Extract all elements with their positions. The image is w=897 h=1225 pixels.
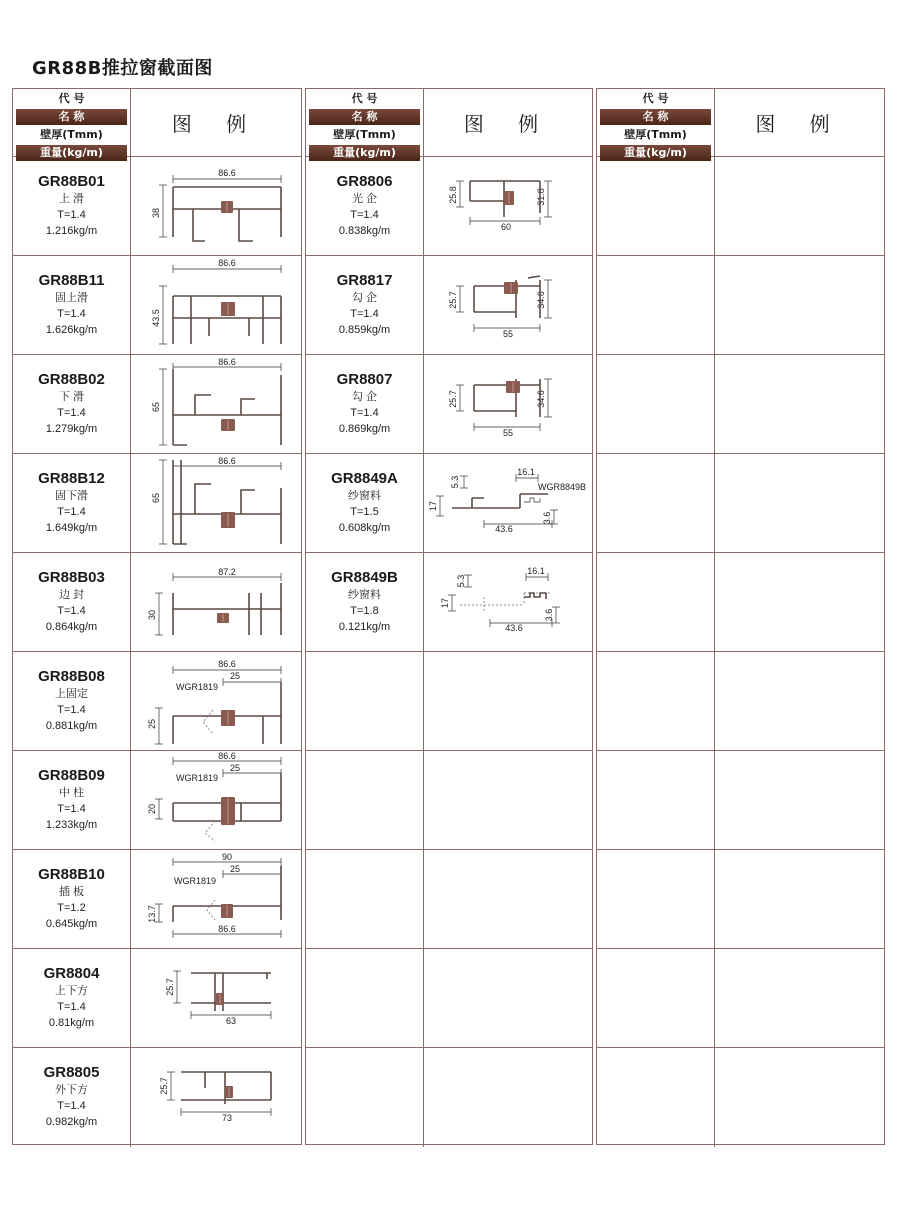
profile-table-3 bbox=[596, 88, 885, 1145]
profile-code: GR8804 bbox=[43, 965, 100, 982]
profile-code: GR8805 bbox=[43, 1064, 100, 1081]
dimension-label: 86.6 bbox=[218, 168, 236, 178]
dimension-label: 86.6 bbox=[218, 751, 236, 761]
profile-info bbox=[597, 256, 715, 354]
wall-thickness: T=1.4 bbox=[57, 803, 86, 815]
dimension-label: 31.8 bbox=[536, 188, 546, 206]
table-row bbox=[597, 157, 884, 256]
part-label: WGR1819 bbox=[175, 773, 219, 783]
header-name: 名 称 bbox=[309, 109, 420, 125]
dimension-label: 25.7 bbox=[159, 1077, 169, 1095]
profile-info bbox=[306, 751, 424, 849]
table-row bbox=[597, 949, 884, 1048]
dimension-label: 5.3 bbox=[456, 574, 466, 588]
profile-figure bbox=[424, 652, 592, 750]
dimension-label: 25 bbox=[229, 864, 241, 874]
profile-info bbox=[597, 751, 715, 849]
profile-figure bbox=[131, 949, 301, 1047]
profile-code: GR8806 bbox=[336, 173, 393, 190]
profile-info bbox=[13, 553, 131, 651]
profile-info bbox=[597, 850, 715, 948]
dimension-label: 43.5 bbox=[151, 309, 161, 327]
unit-weight: 1.216kg/m bbox=[45, 225, 98, 237]
wall-thickness: T=1.4 bbox=[350, 209, 379, 221]
wall-thickness: T=1.4 bbox=[350, 407, 379, 419]
profile-figure bbox=[715, 256, 884, 354]
dimension-label: 25 bbox=[229, 671, 241, 681]
dimension-label: 34.6 bbox=[536, 291, 546, 309]
profile-info bbox=[306, 454, 424, 552]
dimension-label: 87.2 bbox=[218, 567, 236, 577]
dimension-label: 25.7 bbox=[165, 978, 175, 996]
profile-name: 光 企 bbox=[351, 193, 378, 205]
dimension-label: 16.1 bbox=[527, 566, 545, 576]
profile-figure bbox=[424, 355, 592, 453]
profile-info bbox=[13, 355, 131, 453]
profile-figure bbox=[715, 652, 884, 750]
section-drawing bbox=[131, 652, 301, 750]
wall-thickness: T=1.4 bbox=[57, 704, 86, 716]
header-weight: 重量(kg/m) bbox=[600, 145, 711, 161]
dimension-label: 3.6 bbox=[542, 511, 552, 525]
profile-code: GR88B09 bbox=[38, 767, 105, 784]
profile-info bbox=[306, 850, 424, 948]
profile-name: 上固定 bbox=[55, 688, 88, 700]
profile-shape bbox=[173, 369, 281, 445]
profile-figure bbox=[715, 949, 884, 1047]
profile-info bbox=[306, 949, 424, 1047]
profile-info bbox=[597, 157, 715, 255]
table-row bbox=[13, 1048, 301, 1147]
profile-figure bbox=[424, 256, 592, 354]
unit-weight: 0.608kg/m bbox=[338, 522, 391, 534]
table-row bbox=[306, 454, 592, 553]
profile-info bbox=[306, 553, 424, 651]
profile-figure bbox=[131, 850, 301, 948]
dimension-label: 38 bbox=[151, 207, 161, 219]
dimension-label: 25.7 bbox=[448, 291, 458, 309]
part-label: WGR1819 bbox=[175, 682, 219, 692]
profile-table-1 bbox=[12, 88, 302, 1145]
dimension-label: 55 bbox=[502, 329, 514, 339]
profile-figure bbox=[131, 652, 301, 750]
profile-figure bbox=[715, 355, 884, 453]
section-drawing bbox=[131, 157, 301, 255]
profile-shape bbox=[191, 973, 271, 1011]
profile-figure bbox=[131, 454, 301, 552]
table-row bbox=[597, 355, 884, 454]
section-drawing bbox=[131, 850, 301, 948]
profile-info bbox=[13, 256, 131, 354]
wall-thickness: T=1.4 bbox=[57, 1001, 86, 1013]
table-row bbox=[597, 553, 884, 652]
unit-weight: 1.279kg/m bbox=[45, 423, 98, 435]
section-drawing bbox=[131, 553, 301, 651]
profile-shape bbox=[209, 318, 249, 336]
wall-thickness: T=1.2 bbox=[57, 902, 86, 914]
profile-figure bbox=[715, 553, 884, 651]
table-row bbox=[306, 553, 592, 652]
profile-name: 上下方 bbox=[55, 985, 88, 997]
table-row bbox=[13, 157, 301, 256]
profile-name: 纱窗料 bbox=[348, 589, 381, 601]
table-row bbox=[306, 751, 592, 850]
section-drawing bbox=[131, 454, 301, 552]
profile-code: GR88B08 bbox=[38, 668, 105, 685]
profile-info bbox=[306, 1048, 424, 1147]
profile-info bbox=[597, 652, 715, 750]
unit-weight: 0.121kg/m bbox=[338, 621, 391, 633]
dimension-label: 43.6 bbox=[495, 524, 513, 534]
profile-info bbox=[306, 652, 424, 750]
section-drawing bbox=[131, 1048, 301, 1146]
dimension-label: 86.6 bbox=[218, 357, 236, 367]
header-name: 名 称 bbox=[600, 109, 711, 125]
table-row bbox=[306, 256, 592, 355]
profile-info bbox=[13, 1048, 131, 1147]
profile-info bbox=[306, 355, 424, 453]
header-weight: 重量(kg/m) bbox=[309, 145, 420, 161]
section-drawing bbox=[131, 355, 301, 453]
dimension-label: 65 bbox=[151, 401, 161, 413]
table-row bbox=[597, 454, 884, 553]
unit-weight: 0.838kg/m bbox=[338, 225, 391, 237]
section-drawing bbox=[424, 157, 592, 255]
header-figure: 图 例 bbox=[131, 89, 301, 157]
table-row bbox=[306, 850, 592, 949]
dimension-label: 30 bbox=[147, 609, 157, 621]
table-header bbox=[13, 89, 130, 157]
profile-name: 纱窗料 bbox=[348, 490, 381, 502]
profile-figure bbox=[715, 1048, 884, 1147]
profile-figure bbox=[131, 256, 301, 354]
wall-thickness: T=1.4 bbox=[350, 308, 379, 320]
section-drawing bbox=[131, 256, 301, 354]
profile-figure bbox=[424, 454, 592, 552]
profile-info bbox=[13, 157, 131, 255]
profile-name: 上 滑 bbox=[58, 193, 85, 205]
table-row bbox=[13, 454, 301, 553]
profile-code: GR88B01 bbox=[38, 173, 105, 190]
table-row bbox=[597, 652, 884, 751]
profile-info bbox=[13, 850, 131, 948]
dimension-label: 55 bbox=[502, 428, 514, 438]
header-thickness: 壁厚(Tmm) bbox=[16, 127, 127, 143]
profile-table-2 bbox=[305, 88, 593, 1145]
profile-name: 插 板 bbox=[58, 886, 85, 898]
table-row bbox=[597, 1048, 884, 1147]
unit-weight: 0.869kg/m bbox=[338, 423, 391, 435]
profile-code: GR8817 bbox=[336, 272, 393, 289]
profile-code: GR88B11 bbox=[38, 272, 105, 289]
profile-figure bbox=[424, 949, 592, 1047]
wall-thickness: T=1.5 bbox=[350, 506, 379, 518]
profile-code: GR8849B bbox=[331, 569, 398, 586]
profile-figure bbox=[424, 553, 592, 651]
table-row bbox=[597, 751, 884, 850]
header-weight: 重量(kg/m) bbox=[16, 145, 127, 161]
profile-figure bbox=[131, 1048, 301, 1147]
header-name: 名 称 bbox=[16, 109, 127, 125]
section-drawing bbox=[424, 454, 592, 552]
profile-info bbox=[597, 949, 715, 1047]
dimension-label: 34.6 bbox=[536, 390, 546, 408]
dimension-label: 17 bbox=[440, 597, 450, 609]
profile-code: GR88B03 bbox=[38, 569, 105, 586]
header-thickness: 壁厚(Tmm) bbox=[600, 127, 711, 143]
dimension-label: 90 bbox=[221, 852, 233, 862]
dimension-label: 3.6 bbox=[544, 608, 554, 622]
header-figure: 图 例 bbox=[715, 89, 884, 157]
unit-weight: 1.233kg/m bbox=[45, 819, 98, 831]
dimension-label: 20 bbox=[147, 803, 157, 815]
profile-name: 固上滑 bbox=[55, 292, 88, 304]
dimension-label: 5.3 bbox=[450, 475, 460, 489]
profile-name: 勾 企 bbox=[351, 292, 378, 304]
profile-figure bbox=[424, 751, 592, 849]
dimension-label: 25 bbox=[147, 718, 157, 730]
profile-name: 下 滑 bbox=[58, 391, 85, 403]
header-code: 代 号 bbox=[309, 91, 420, 107]
profile-name: 边 封 bbox=[58, 589, 85, 601]
table-row bbox=[13, 850, 301, 949]
profile-info bbox=[13, 454, 131, 552]
wall-thickness: T=1.4 bbox=[57, 1100, 86, 1112]
table-row bbox=[13, 355, 301, 454]
dimension-label: 43.6 bbox=[505, 623, 523, 633]
dimension-label: 17 bbox=[428, 500, 438, 512]
unit-weight: 0.881kg/m bbox=[45, 720, 98, 732]
table-row bbox=[597, 256, 884, 355]
profile-code: GR8849A bbox=[331, 470, 398, 487]
table-row bbox=[306, 652, 592, 751]
profile-figure bbox=[715, 454, 884, 552]
profile-info bbox=[306, 157, 424, 255]
section-drawing bbox=[131, 949, 301, 1047]
profile-info bbox=[597, 553, 715, 651]
table-row bbox=[306, 355, 592, 454]
table-row bbox=[13, 553, 301, 652]
dimension-label: 86.6 bbox=[218, 659, 236, 669]
dimension-label: 16.1 bbox=[517, 467, 535, 477]
profile-figure bbox=[131, 751, 301, 849]
profile-info bbox=[306, 256, 424, 354]
unit-weight: 1.626kg/m bbox=[45, 324, 98, 336]
wall-thickness: T=1.4 bbox=[57, 506, 86, 518]
table-row bbox=[13, 256, 301, 355]
profile-figure bbox=[131, 157, 301, 255]
profile-figure bbox=[131, 553, 301, 651]
dimension-label: 86.6 bbox=[218, 924, 236, 934]
unit-weight: 0.982kg/m bbox=[45, 1116, 98, 1128]
profile-code: GR8807 bbox=[336, 371, 393, 388]
profile-name: 中 柱 bbox=[58, 787, 85, 799]
profile-figure bbox=[424, 1048, 592, 1147]
unit-weight: 1.649kg/m bbox=[45, 522, 98, 534]
wall-thickness: T=1.4 bbox=[57, 308, 86, 320]
table-header bbox=[597, 89, 714, 157]
unit-weight: 0.645kg/m bbox=[45, 918, 98, 930]
profile-figure bbox=[424, 850, 592, 948]
profile-figure bbox=[715, 157, 884, 255]
table-row bbox=[13, 652, 301, 751]
profile-shape bbox=[173, 583, 281, 635]
profile-shape bbox=[195, 395, 255, 415]
profile-figure bbox=[131, 355, 301, 453]
dimension-label: 13.7 bbox=[147, 905, 157, 923]
profile-shape bbox=[173, 460, 281, 544]
part-label: WGR8849B bbox=[537, 482, 587, 492]
unit-weight: 0.859kg/m bbox=[338, 324, 391, 336]
section-drawing bbox=[424, 355, 592, 453]
profile-figure bbox=[715, 751, 884, 849]
profile-code: GR88B02 bbox=[38, 371, 105, 388]
profile-figure bbox=[715, 850, 884, 948]
profile-name: 固下滑 bbox=[55, 490, 88, 502]
profile-info bbox=[597, 454, 715, 552]
table-row bbox=[597, 850, 884, 949]
profile-shape bbox=[452, 494, 548, 508]
unit-weight: 0.81kg/m bbox=[48, 1017, 95, 1029]
profile-code: GR88B12 bbox=[38, 470, 105, 487]
part-label: WGR1819 bbox=[173, 876, 217, 886]
dimension-label: 73 bbox=[221, 1113, 233, 1123]
profile-shape bbox=[193, 209, 253, 241]
header-code: 代 号 bbox=[600, 91, 711, 107]
dimension-label: 63 bbox=[225, 1016, 237, 1026]
profile-figure bbox=[424, 157, 592, 255]
section-drawing bbox=[424, 553, 592, 651]
wall-thickness: T=1.4 bbox=[57, 407, 86, 419]
dimension-label: 25 bbox=[229, 763, 241, 773]
dimension-label: 60 bbox=[500, 222, 512, 232]
table-row bbox=[13, 949, 301, 1048]
profile-info bbox=[13, 751, 131, 849]
profile-name: 勾 企 bbox=[351, 391, 378, 403]
section-drawing bbox=[424, 256, 592, 354]
table-row bbox=[306, 949, 592, 1048]
dimension-label: 86.6 bbox=[218, 456, 236, 466]
wall-thickness: T=1.4 bbox=[57, 605, 86, 617]
dimension-label: 25.8 bbox=[448, 186, 458, 204]
dimension-label: 25.7 bbox=[448, 390, 458, 408]
profile-info bbox=[597, 1048, 715, 1147]
header-thickness: 壁厚(Tmm) bbox=[309, 127, 420, 143]
profile-name: 外下方 bbox=[55, 1084, 88, 1096]
header-figure: 图 例 bbox=[424, 89, 592, 157]
table-row bbox=[306, 157, 592, 256]
profile-info bbox=[13, 652, 131, 750]
table-row bbox=[13, 751, 301, 850]
section-drawing bbox=[131, 751, 301, 849]
dimension-label: 86.6 bbox=[218, 258, 236, 268]
header-code: 代 号 bbox=[16, 91, 127, 107]
profile-info bbox=[13, 949, 131, 1047]
dimension-label: 65 bbox=[151, 492, 161, 504]
table-header bbox=[306, 89, 423, 157]
page-title: GR88B推拉窗截面图 bbox=[32, 58, 213, 79]
unit-weight: 0.864kg/m bbox=[45, 621, 98, 633]
profile-code: GR88B10 bbox=[38, 866, 105, 883]
table-row bbox=[306, 1048, 592, 1147]
profile-info bbox=[597, 355, 715, 453]
wall-thickness: T=1.4 bbox=[57, 209, 86, 221]
wall-thickness: T=1.8 bbox=[350, 605, 379, 617]
